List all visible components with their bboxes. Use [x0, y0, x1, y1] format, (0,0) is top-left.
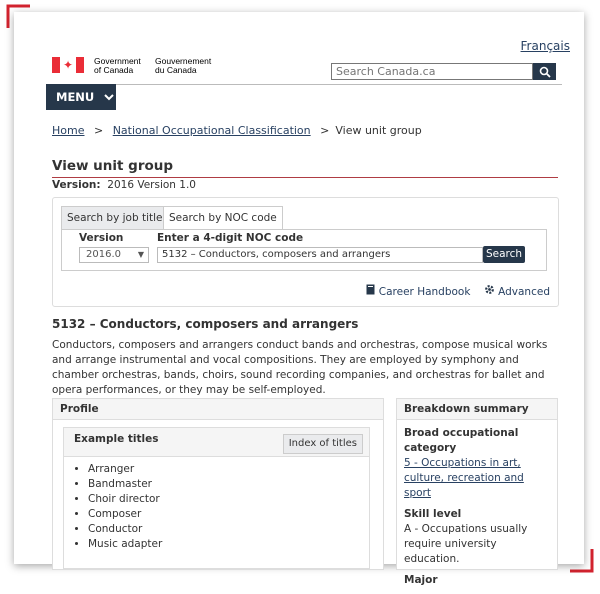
search-box-links — [366, 284, 550, 298]
example-titles-heading: Example titles — [74, 433, 159, 445]
page-title: View unit group — [52, 158, 558, 178]
search-button[interactable] — [533, 63, 556, 80]
breakdown-content — [397, 420, 557, 594]
breadcrumb-separator: > — [320, 124, 330, 137]
breadcrumb — [52, 124, 422, 137]
search-input[interactable] — [331, 63, 533, 80]
dropdown-arrow-icon: ▼ — [137, 250, 144, 259]
skill-level-heading: Skill level — [404, 508, 462, 520]
menu-divider — [46, 84, 562, 85]
advanced-link[interactable]: Advanced — [484, 286, 550, 298]
book-icon — [366, 284, 375, 295]
profile-panel — [52, 398, 384, 570]
tab-search-by-noc-code[interactable]: Search by NOC code — [163, 206, 283, 230]
major-group-heading: Major — [404, 574, 438, 586]
broad-category-heading: Broad occupational category — [404, 427, 519, 454]
language-toggle-link[interactable]: Français — [520, 39, 570, 53]
version-value: 2016 Version 1.0 — [107, 179, 196, 191]
example-titles-header — [64, 428, 369, 457]
breadcrumb-current: View unit group — [335, 124, 422, 137]
list-item: • Conductor — [88, 522, 162, 537]
breakdown-heading: Breakdown summary — [397, 399, 557, 420]
unit-group-description: Conductors, composers and arrangers conduct bands and orchestras, compose musical works and arrange instrumental and vocal compositions. They are employed by symphony and chamber orchestras, bands, choirs, sound recording companies, and orchestras for ballet and opera performances, or they may be self-employed. — [52, 339, 548, 396]
chevron-down-icon — [104, 93, 114, 101]
noc-code-label: Enter a 4-digit NOC code — [157, 232, 304, 244]
career-handbook-link[interactable]: Career Handbook — [366, 286, 473, 298]
version-line — [52, 179, 196, 191]
broad-category-link[interactable]: 5 - Occupations in art, culture, recreation and sport — [404, 457, 524, 499]
breadcrumb-home[interactable]: Home — [52, 124, 85, 137]
version-label: Version: — [52, 179, 101, 191]
breadcrumb-separator: > — [93, 124, 104, 137]
page — [14, 12, 584, 586]
breakdown-panel — [396, 398, 558, 586]
menu-label: MENU — [56, 90, 95, 104]
list-item: • Music adapter — [88, 537, 162, 552]
version-field-label: Version — [79, 232, 124, 244]
version-select[interactable] — [79, 247, 149, 263]
noc-search-panel — [61, 229, 547, 271]
noc-search-box — [52, 197, 559, 307]
profile-heading: Profile — [53, 399, 383, 420]
unit-group-heading: 5132 – Conductors, composers and arrangers — [52, 317, 359, 331]
site-search — [331, 63, 556, 80]
noc-code-input[interactable]: 5132 – Conductors, composers and arrangers — [157, 247, 483, 263]
signature-english: Government of Canada — [94, 56, 141, 75]
version-select-value: 2016.0 — [86, 249, 121, 260]
example-titles-list — [76, 462, 162, 552]
skill-level-value: A - Occupations usually require university education. — [404, 523, 528, 565]
search-icon — [539, 66, 551, 78]
list-item: • Arranger — [88, 462, 162, 477]
browser-frame — [14, 12, 584, 586]
gear-icon — [484, 284, 495, 295]
signature-french: Gouvernement du Canada — [155, 56, 212, 75]
noc-search-button[interactable]: Search — [483, 246, 525, 263]
government-signature — [52, 57, 252, 79]
breadcrumb-noc[interactable]: National Occupational Classification — [112, 124, 311, 137]
tab-search-by-job-title[interactable]: Search by job title — [61, 206, 169, 230]
list-item: • Composer — [88, 507, 162, 522]
menu-button[interactable] — [46, 84, 116, 110]
example-titles-box — [63, 427, 370, 569]
index-of-titles-button[interactable]: Index of titles — [283, 434, 363, 454]
list-item: • Choir director — [88, 492, 162, 507]
list-item: • Bandmaster — [88, 477, 162, 492]
canada-flag-icon: ✦ — [52, 57, 84, 73]
